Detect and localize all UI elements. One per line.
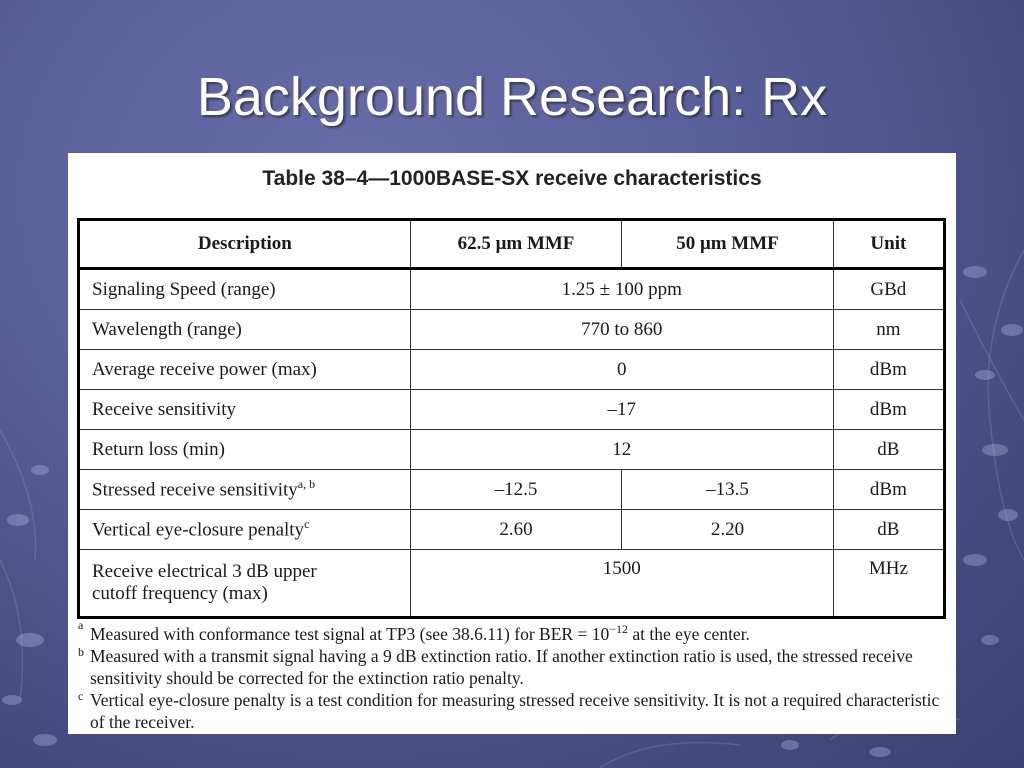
- row-description: Average receive power (max): [79, 350, 411, 390]
- table-row: [79, 269, 945, 310]
- table-row: [79, 350, 945, 390]
- footnote-mark: a: [78, 618, 84, 632]
- header-unit: Unit: [833, 220, 944, 269]
- row-value-62-5-mmf: 2.60: [410, 510, 621, 550]
- table-row: [79, 390, 945, 430]
- row-description: Signaling Speed (range): [79, 269, 411, 310]
- footnote-mark: c: [78, 688, 84, 703]
- table-row: [79, 430, 945, 470]
- table-row: [79, 310, 945, 350]
- row-description-cell: [79, 470, 411, 510]
- table-row: [79, 550, 945, 618]
- row-value: 12: [410, 430, 833, 470]
- row-value: 0: [410, 350, 833, 390]
- row-value-50-mmf: –13.5: [622, 470, 833, 510]
- footnote-ref: a, b: [297, 477, 316, 492]
- row-unit: dBm: [833, 470, 944, 510]
- row-value: 1.25 ± 100 ppm: [410, 269, 833, 310]
- row-unit: nm: [833, 310, 944, 350]
- slide-title: Background Research: Rx: [196, 67, 828, 127]
- header-50-mmf: 50 μm MMF: [622, 220, 833, 269]
- footnote-text: Measured with conformance test signal at TP3 (see 38.6.11) for BER = 10: [90, 623, 610, 644]
- footnote-ref: c: [304, 517, 310, 532]
- footnote-b: [78, 645, 948, 689]
- row-unit: dB: [833, 430, 944, 470]
- table-header-row: [79, 220, 945, 269]
- row-description-cell: [79, 550, 411, 618]
- footnote-c: [78, 689, 948, 733]
- row-unit: dBm: [833, 390, 944, 430]
- row-value-50-mmf: 2.20: [622, 510, 833, 550]
- row-description: Wavelength (range): [79, 310, 411, 350]
- row-description: Return loss (min): [79, 430, 411, 470]
- footnote-text: Measured with a transmit signal having a 9 dB extinction ratio. If another extinction ratio is used, the stressed receive sensitivity should be corrected for the extinction ratio penalty.: [90, 645, 913, 688]
- footnote-mark: b: [78, 644, 84, 659]
- row-value: 770 to 860: [410, 310, 833, 350]
- row-description: Receive sensitivity: [79, 390, 411, 430]
- table-caption: Table 38–4—1000BASE-SX receive characteristics: [262, 167, 762, 190]
- footnote-exponent: −12: [609, 622, 628, 636]
- footnote-a: [78, 618, 948, 645]
- table-row: [79, 470, 945, 510]
- row-description-line1: Receive electrical 3 dB upper: [92, 561, 317, 582]
- header-description: Description: [79, 220, 411, 269]
- row-description-line2: cutoff frequency (max): [92, 583, 268, 604]
- row-unit: MHz: [833, 550, 944, 618]
- row-description-cell: [79, 510, 411, 550]
- row-description: Vertical eye-closure penalty: [92, 519, 305, 541]
- footnotes: [78, 618, 948, 733]
- footnote-text-end: at the eye center.: [627, 623, 750, 644]
- row-value: –17: [410, 390, 833, 430]
- row-unit: dBm: [833, 350, 944, 390]
- footnote-text: Vertical eye-closure penalty is a test condition for measuring stressed receive sensitivity. It is not a required characteristic of the receiver.: [90, 689, 940, 732]
- header-62-5-mmf: 62.5 μm MMF: [410, 220, 621, 269]
- table-row: [79, 510, 945, 550]
- row-unit: dB: [833, 510, 944, 550]
- row-description: Stressed receive sensitivity: [92, 479, 298, 501]
- receive-characteristics-table: [77, 218, 946, 619]
- row-value-62-5-mmf: –12.5: [410, 470, 621, 510]
- table-panel: [68, 153, 956, 734]
- row-unit: GBd: [833, 269, 944, 310]
- row-value: 1500: [410, 550, 833, 618]
